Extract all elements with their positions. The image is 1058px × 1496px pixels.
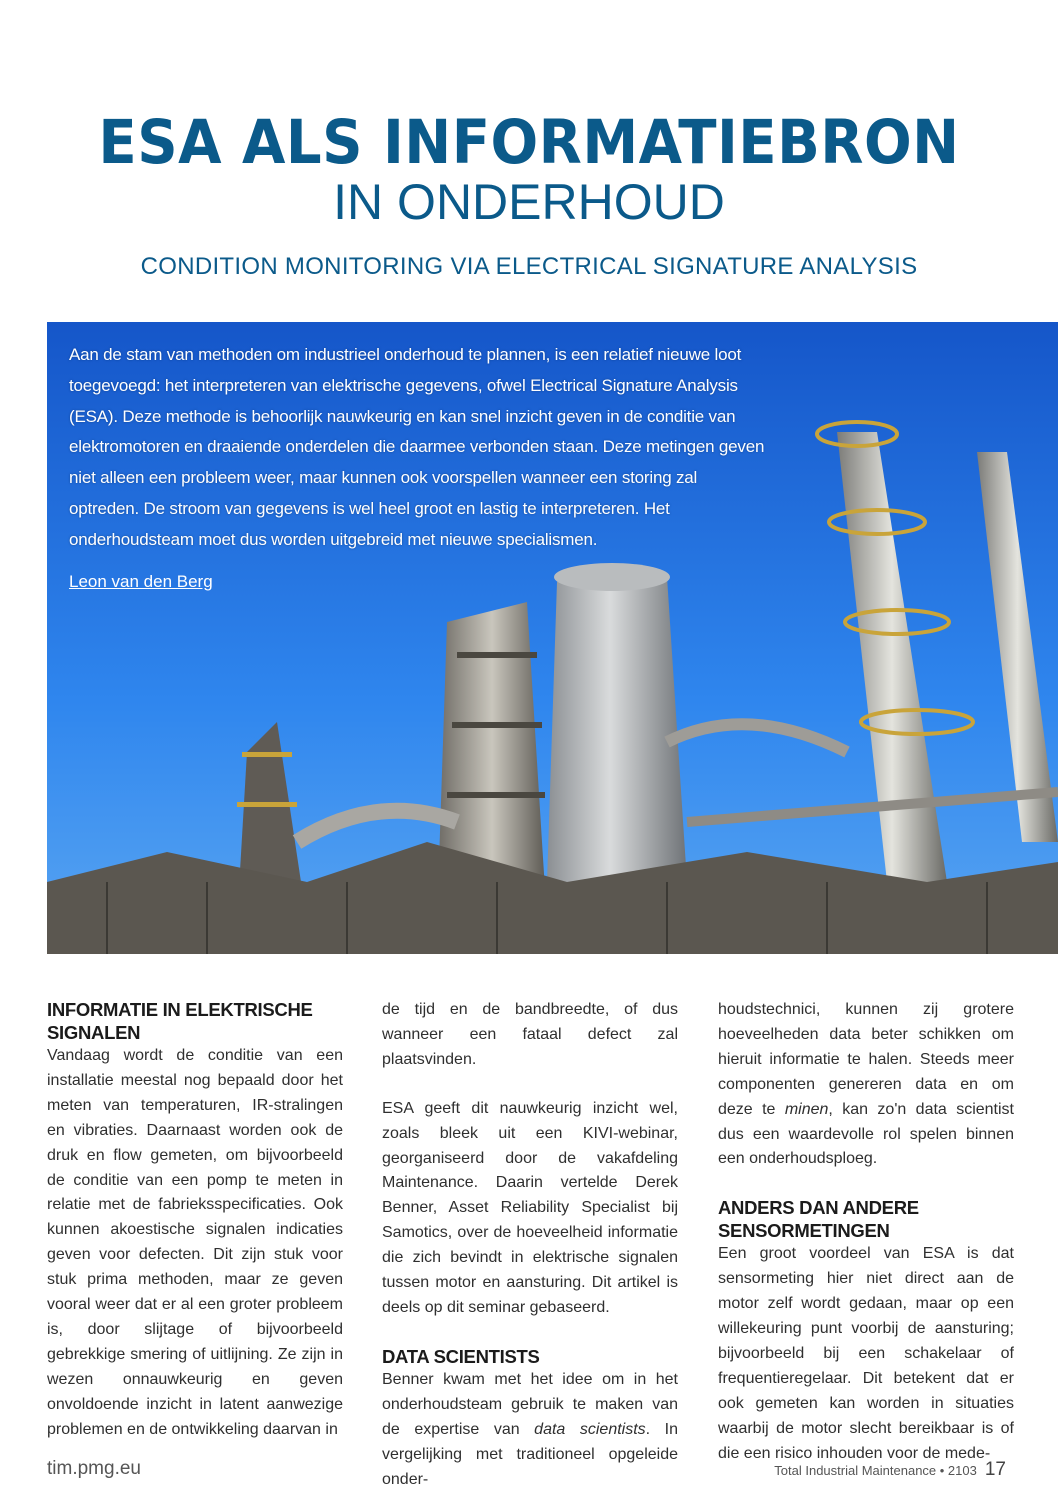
column-2 [382, 998, 678, 1492]
column-1-paragraph: Vandaag wordt de conditie van een installatie meestal nog bepaald door het meten van temperaturen, IR-stralingen en vibraties. Daarnaast worden ook de druk en flow gemeten, om bijvoorbeeld de conditie van een pomp te meten in relatie met de fabrieksspecificaties. Ook kunnen akoestische signalen indicaties geven voor defecten. Dit zijn stuk voor stuk prima methoden, maar ze geven vooral weer dat er al een groter probleem is, door slijtage of bijvoorbeeld gebrekkige smering of uitlijning. Ze zijn in wezen onnauwkeurig en geven onvoldoende inzicht in latent aanwezige problemen en de ontwikkeling daarvan in [47, 1047, 343, 1438]
footer-pagination [774, 1459, 1006, 1481]
column-1 [47, 998, 343, 1443]
column-2-paragraph-1: de tijd en de bandbreedte, of dus wanneer een fataal defect zal plaatsvinden. [382, 1001, 678, 1068]
footer-magazine: Total Industrial Maintenance • 2103 [774, 1463, 977, 1478]
section-heading-anders: ANDERS DAN ANDERE SENSORMETINGEN [718, 1197, 919, 1242]
author-link[interactable]: Leon van den Berg [69, 572, 213, 591]
article-subtitle: CONDITION MONITORING VIA ELECTRICAL SIGNATURE ANALYSIS [140, 253, 918, 280]
section-heading-informatie: INFORMATIE IN ELEKTRISCHE SIGNALEN [47, 999, 313, 1043]
column-2-paragraph-3: Benner kwam met het idee om in het onderhoudsteam gebruik te maken van de expertise van data scientists. In vergelijking met traditioneel opgeleide onder- [382, 1370, 679, 1488]
column-3-paragraph-1: houdstechnici, kunnen zij grotere hoeveelheden data beter schikken om hieruit informatie te halen. Steeds meer componenten genereren data en om deze te minen, kan zo'n data scientist dus een waardevolle rol spelen binnen een onderhoudsploeg. [718, 1001, 1014, 1168]
footer-website-link[interactable]: tim.pmg.eu [47, 1458, 141, 1479]
column-2-paragraph-2: ESA geeft dit nauwkeurig inzicht wel, zoals bleek uit een KIVI-webinar, georganiseerd door de vakafdeling Maintenance. Daarin vertelde Derek Benner, Asset Reliability Specialist bij Samotics, over de hoeveelheid informatie die zich bevindt in elektrische signalen tussen motor en aansturing. Dit artikel is deels op dit seminar gebaseerd. [382, 1099, 678, 1316]
column-3 [718, 998, 1014, 1467]
intro-paragraph: Aan de stam van methoden om industrieel onderhoud te plannen, is een relatief nieuwe loot toegevoegd: het interpreteren van elektrische gegevens, ofwel Electrical Signature Analysis (ESA). Deze methode is behoorlijk nauwkeurig en kan snel inzicht geven in de conditie van elektromotoren en draaiende onderdelen die daarmee verbonden staan. Deze metingen geven niet alleen een probleem weer, maar kunnen ook voorspellen wanneer een storing zal optreden. De stroom van gegevens is wel heel groot en lastig te interpreteren. Het onderhoudsteam moet dus worden uitgebreid met nieuwe specialismen. [69, 345, 765, 549]
page-number: 17 [984, 1459, 1006, 1480]
section-heading-data-scientists: DATA SCIENTISTS [382, 1345, 540, 1367]
hero-image [47, 322, 1058, 954]
article-title: ESA ALS INFORMATIEBRON [98, 107, 960, 178]
article-title-sub: IN ONDERHOUD [333, 174, 725, 230]
column-3-paragraph-2: Een groot voordeel van ESA is dat sensormeting hier niet direct aan de motor zelf wordt gedaan, maar op een willekeuring punt voorbij de aansturing; bijvoorbeeld bij een schakelaar of frequentieregelaar. Dit betekent dat er ook gemeten kan worden in situaties waarbij de motor slecht bereikbaar is of die een risico inhouden voor de mede- [718, 1245, 1014, 1462]
